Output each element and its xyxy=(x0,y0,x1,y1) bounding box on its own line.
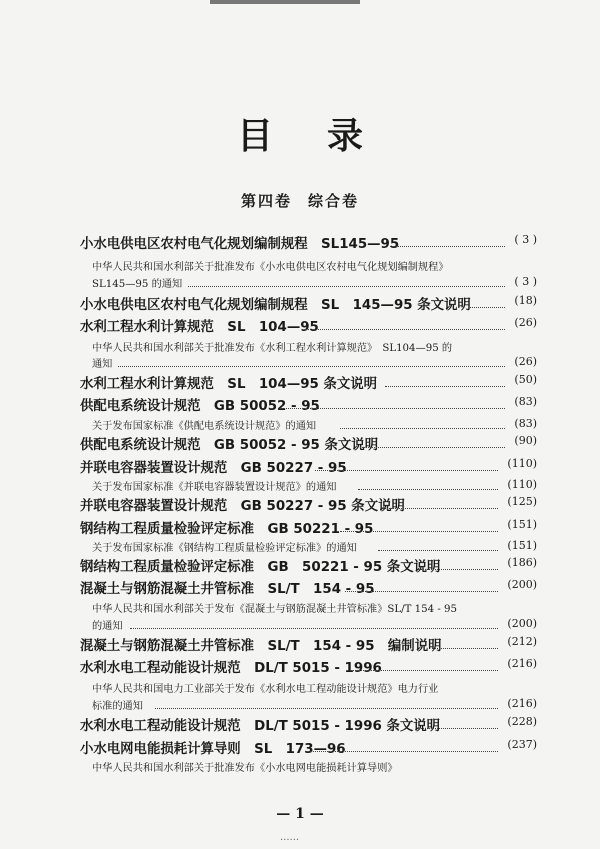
dot-leader xyxy=(155,708,498,709)
dot-leader xyxy=(418,569,498,570)
toc-page-number: (237) xyxy=(507,738,537,751)
dot-leader xyxy=(358,489,498,490)
toc-entry-title: 中华人民共和国水利部关于批准发布《小水电供电区农村电气化规划编制规程》 xyxy=(92,262,449,273)
top-scan-mark xyxy=(210,0,360,4)
toc-entry-title: 供配电系统设计规范 GB 50052 - 95 条文说明 xyxy=(80,438,379,453)
toc-page-number: (186) xyxy=(507,556,537,569)
toc-page-number: (90) xyxy=(514,434,537,447)
dot-leader xyxy=(340,428,505,429)
toc-entry-title: 小水电供电区农村电气化规划编制规程 SL145—95 xyxy=(80,237,400,252)
toc-entry-title: 中华人民共和国水利部关于批准发布《水利工程水利计算规范》 SL104—95 的 xyxy=(92,343,453,354)
toc-page-number: (18) xyxy=(514,294,537,307)
toc-page-number: (200) xyxy=(507,617,537,630)
toc-entry-title: 小水电供电区农村电气化规划编制规程 SL 145—95 条文说明 xyxy=(80,298,471,313)
toc-entry-title: 中华人民共和国水利部关于发布《混凝土与钢筋混凝土井管标准》SL/T 154 - 95 xyxy=(92,604,457,615)
dot-leader xyxy=(280,408,505,409)
toc-page-number: (26) xyxy=(514,316,537,329)
toc-page-number: (83) xyxy=(514,417,537,430)
dot-leader xyxy=(350,670,498,671)
dot-leader xyxy=(340,531,498,532)
dot-leader xyxy=(118,366,505,367)
toc-entry-title: 的通知 xyxy=(92,621,123,632)
toc-entry-title: 水利工程水利计算规范 SL 104—95 xyxy=(80,320,319,335)
toc-page-number: (26) xyxy=(514,355,537,368)
toc-entry-title: 水利水电工程动能设计规范 DL/T 5015 - 1996 条文说明 xyxy=(80,719,441,734)
toc-entry-title: 小水电网电能损耗计算导则 SL 173—96 xyxy=(80,742,346,757)
dot-leader xyxy=(470,307,505,308)
toc-entry-title: 混凝土与钢筋混凝土井管标准 SL/T 154 - 95 编制说明 xyxy=(80,639,442,654)
dot-leader xyxy=(305,329,505,330)
toc-page-number: (125) xyxy=(507,495,537,508)
toc-page-number: (216) xyxy=(507,697,537,710)
toc-page-number: (151) xyxy=(507,518,537,531)
toc-entry-title: 水利水电工程动能设计规范 DL/T 5015 - 1996 xyxy=(80,661,382,676)
dot-leader xyxy=(432,648,498,649)
toc-page-number: ( 3 ) xyxy=(514,233,537,246)
toc-entry-title: 标准的通知 xyxy=(92,701,143,712)
toc-entry-title: 关于发布国家标准《钢结构工程质量检验评定标准》的通知 xyxy=(92,543,357,554)
toc-entry-title: 关于发布国家标准《并联电容器装置设计规范》的通知 xyxy=(92,482,337,493)
dot-leader xyxy=(315,470,498,471)
dot-leader xyxy=(130,628,498,629)
dot-leader xyxy=(345,591,498,592)
dot-leader xyxy=(378,550,498,551)
page-title: 目录 xyxy=(236,116,417,157)
dot-leader xyxy=(310,751,498,752)
dot-leader xyxy=(188,286,505,287)
toc-entry-title: 混凝土与钢筋混凝土井管标准 SL/T 154 - 95 xyxy=(80,582,375,597)
toc-page-number: (216) xyxy=(507,657,537,670)
dot-leader xyxy=(390,246,505,247)
toc-entry-title: 供配电系统设计规范 GB 50052 - 95 xyxy=(80,399,320,414)
dot-leader xyxy=(360,447,505,448)
toc-entry-title: 中华人民共和国水利部关于批准发布《小水电网电能损耗计算导则》 xyxy=(92,763,398,774)
toc-page-number: (110) xyxy=(507,478,537,491)
volume-name: 综合卷 xyxy=(308,192,360,210)
toc-entry-title: 钢结构工程质量检验评定标准 GB 50221 - 95 xyxy=(80,522,374,537)
toc-page-number: (212) xyxy=(507,635,537,648)
volume-heading xyxy=(0,190,600,211)
volume-label: 第四卷 xyxy=(240,192,292,210)
toc-page-number: (50) xyxy=(514,373,537,386)
toc-page-number: (110) xyxy=(507,457,537,470)
footer-mark: ...... xyxy=(280,832,300,843)
toc-entry-title: 关于发布国家标准《供配电系统设计规范》的通知 xyxy=(92,421,317,432)
toc-entry-title: 并联电容器装置设计规范 GB 50227 - 95 xyxy=(80,461,347,476)
toc-entry-title: 并联电容器装置设计规范 GB 50227 - 95 条文说明 xyxy=(80,499,405,514)
toc-entry-title: 钢结构工程质量检验评定标准 GB 50221 - 95 条文说明 xyxy=(80,560,441,575)
toc-entry-title: 水利工程水利计算规范 SL 104—95 条文说明 xyxy=(80,377,378,392)
toc-entry-title: 中华人民共和国电力工业部关于发布《水利水电工程动能设计规范》电力行业 xyxy=(92,684,439,695)
dot-leader xyxy=(385,386,505,387)
toc-page-number: (200) xyxy=(507,578,537,591)
dot-leader xyxy=(418,728,498,729)
toc-page-number: (83) xyxy=(514,395,537,408)
toc-entry-title: 通知 xyxy=(92,359,113,370)
toc-entry-title: SL145—95 的通知 xyxy=(92,279,183,290)
toc-page-number: (151) xyxy=(507,539,537,552)
dot-leader xyxy=(383,508,498,509)
page-number: — 1 — xyxy=(276,806,324,822)
toc-page-number: (228) xyxy=(507,715,537,728)
toc-page-number: ( 3 ) xyxy=(514,275,537,288)
